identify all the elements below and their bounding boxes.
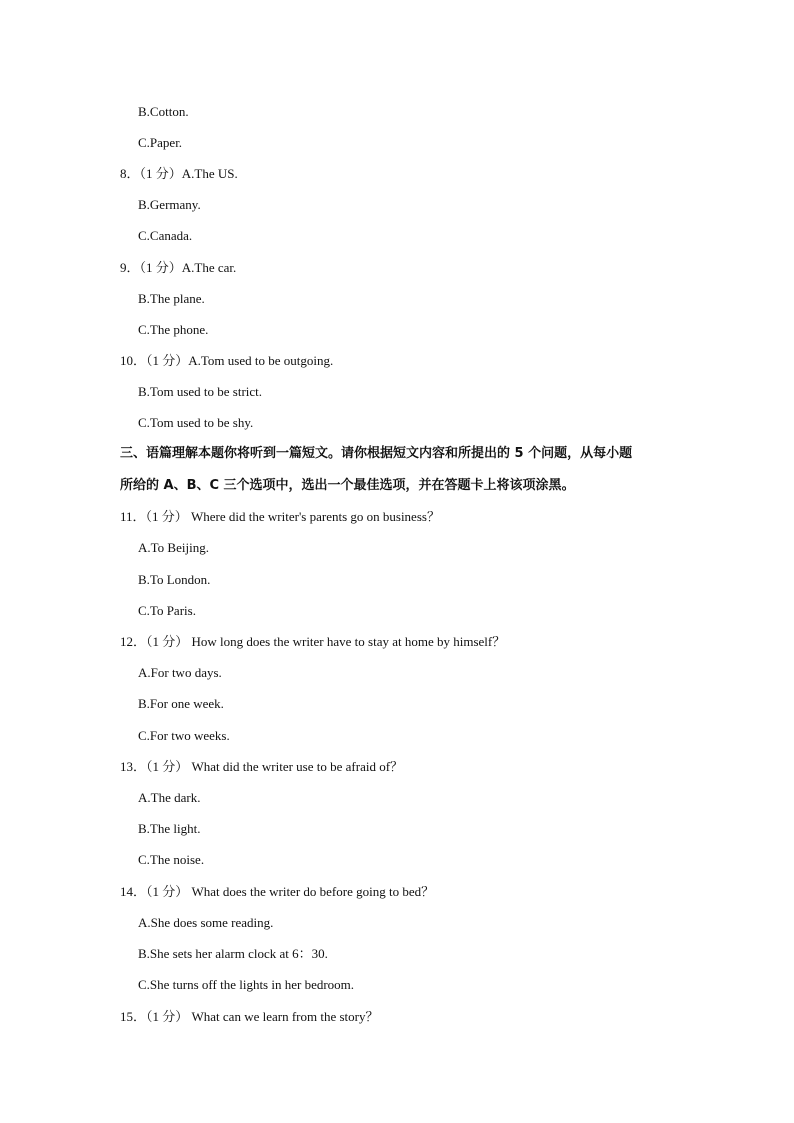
option-10c: C.Tom used to be shy.	[138, 415, 254, 430]
section-heading: 三、语篇理解本题你将听到一篇短文。请你根据短文内容和所提出的 5 个问题，从每小题	[120, 446, 633, 461]
option-7b: B.Cotton.	[138, 104, 189, 119]
option-14c: C.She turns off the lights in her bedroom.	[138, 977, 355, 992]
option-8c: C.Canada.	[138, 228, 193, 243]
option-9c: C.The phone.	[138, 322, 209, 337]
question-10: 10．（1 分）A.Tom used to be outgoing.	[120, 353, 334, 368]
question-13: 13．（1 分） What did the writer use to be afraid of？	[120, 759, 404, 774]
option-13b: B.The light.	[138, 821, 201, 836]
question-15: 15．（1 分） What can we learn from the story？	[120, 1009, 379, 1024]
option-12a: A.For two days.	[138, 665, 222, 680]
option-9b: B.The plane.	[138, 291, 205, 306]
question-12: 12．（1 分） How long does the writer have to stay at home by himself？	[120, 634, 506, 649]
option-11c: C.To Paris.	[138, 603, 196, 618]
question-11: 11．（1 分） Where did the writer's parents go on business？	[120, 509, 440, 524]
option-11b: B.To London.	[138, 572, 211, 587]
question-14: 14．（1 分） What does the writer do before going to bed？	[120, 884, 435, 899]
option-10b: B.Tom used to be strict.	[138, 384, 263, 399]
option-8b: B.Germany.	[138, 197, 201, 212]
option-14b: B.She sets her alarm clock at 6：30.	[138, 946, 328, 961]
question-9: 9．（1 分）A.The car.	[120, 260, 237, 275]
option-12c: C.For two weeks.	[138, 728, 230, 743]
option-11a: A.To Beijing.	[138, 540, 209, 555]
option-14a: A.She does some reading.	[138, 915, 274, 930]
option-7c: C.Paper.	[138, 135, 183, 150]
option-13c: C.The noise.	[138, 852, 205, 867]
option-13a: A.The dark.	[138, 790, 201, 805]
section-heading-cont: 所给的 A、B、C 三个选项中，选出一个最佳选项，并在答题卡上将该项涂黑。	[120, 478, 575, 493]
option-12b: B.For one week.	[138, 696, 224, 711]
question-8: 8．（1 分）A.The US.	[120, 166, 238, 181]
